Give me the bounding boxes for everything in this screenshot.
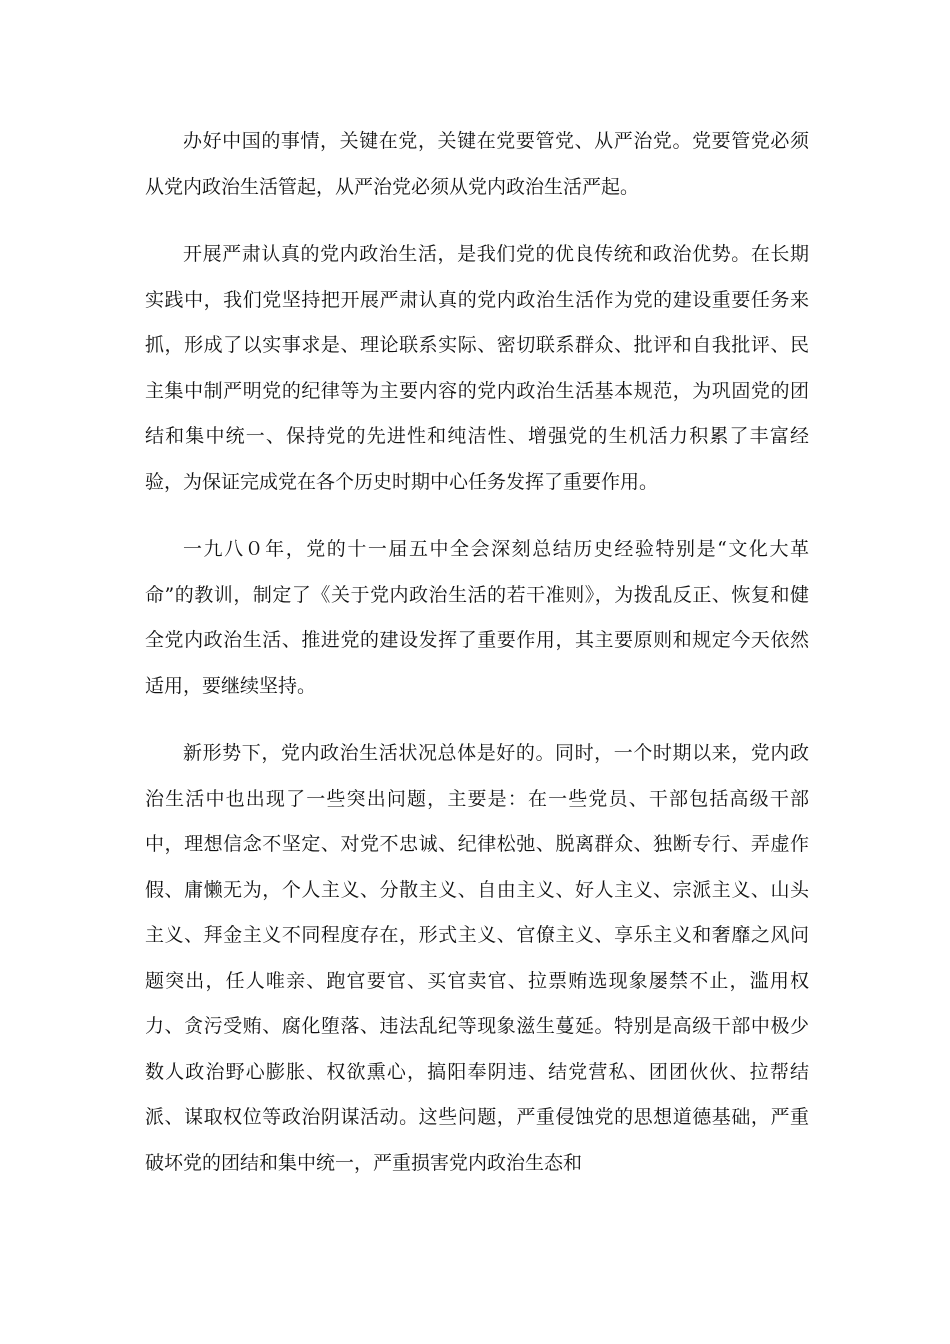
paragraph-4: 新形势下，党内政治生活状况总体是好的。同时，一个时期以来，党内政治生活中也出现了一些突出问题，主要是：在一些党员、干部包括高级干部中，理想信念不坚定、对党不忠诚、纪律松弛、脱离群众、独断专行、弄虚作假、庸懒无为，个人主义、分散主义、自由主义、好人主义、宗派主义、山头主义、拜金主义不同程度存在，形式主义、官僚主义、享乐主义和奢靡之风问题突出，任人唯亲、跑官要官、买官卖官、拉票贿选现象屡禁不止，滥用权力、贪污受贿、腐化堕落、违法乱纪等现象滋生蔓延。特别是高级干部中极少数人政治野心膨胀、权欲熏心，搞阳奉阴违、结党营私、团团伙伙、拉帮结派、谋取权位等政治阴谋活动。这些问题，严重侵蚀党的思想道德基础，严重破坏党的团结和集中统一，严重损害党内政治生态和 [145,742,809,1174]
paragraph-2: 开展严肃认真的党内政治生活，是我们党的优良传统和政治优势。在长期实践中，我们党坚持把开展严肃认真的党内政治生活作为党的建设重要任务来抓，形成了以实事求是、理论联系实际、密切联系群众、批评和自我批评、民主集中制严明党的纪律等为主要内容的党内政治生活基本规范，为巩固党的团结和集中统一、保持党的先进性和纯洁性、增强党的生机活力积累了丰富经验，为保证完成党在各个历史时期中心任务发挥了重要作用。 [145,243,809,493]
paragraph-1: 办好中国的事情，关键在党，关键在党要管党、从严治党。党要管党必须从党内政治生活管起，从严治党必须从党内政治生活严起。 [145,130,809,198]
document-body [145,119,809,1208]
paragraph-3: 一九八０年，党的十一届五中全会深刻总结历史经验特别是“文化大革命”的教训，制定了《关于党内政治生活的若干准则》，为拨乱反正、恢复和健全党内政治生活、推进党的建设发挥了重要作用，其主要原则和规定今天依然适用，要继续坚持。 [145,538,809,697]
